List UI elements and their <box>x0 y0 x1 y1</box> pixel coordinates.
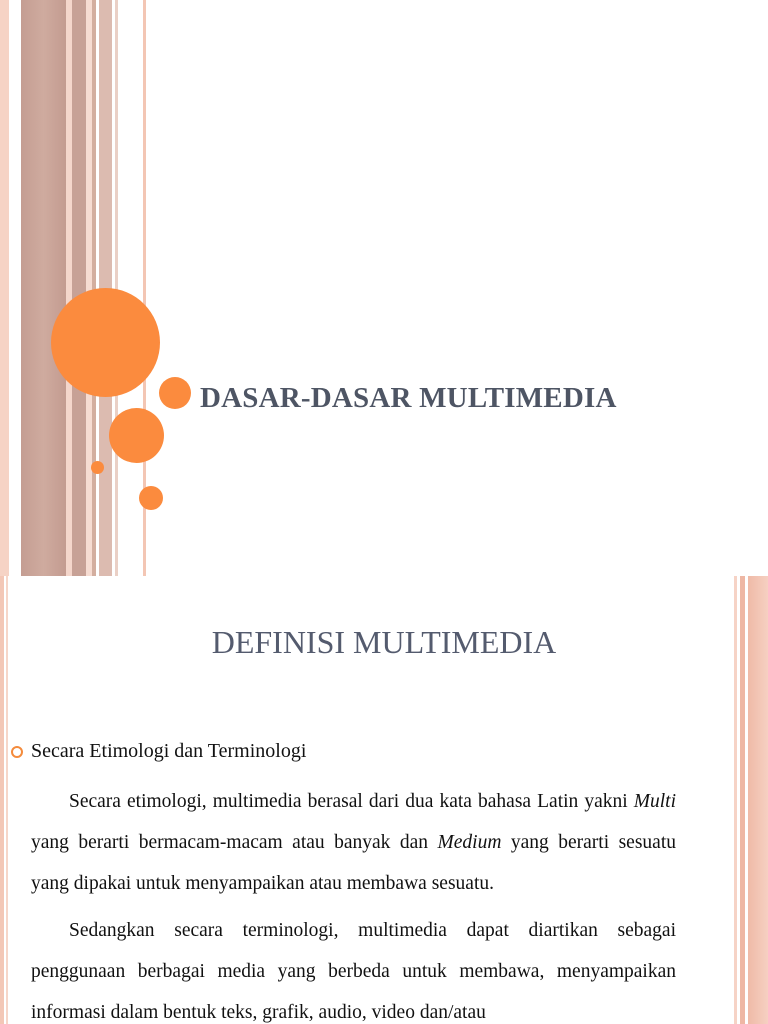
term-multi: Multi <box>633 791 677 812</box>
para1-part3: yang berarti sesuatu yang dipakai untuk menyampaikan atau membawa sesuatu. <box>31 832 676 894</box>
para1-part2: yang berarti bermacam-macam atau banyak dan <box>31 832 438 853</box>
para1-part1: Secara etimologi, multimedia berasal dari dua kata bahasa Latin yakni <box>69 791 628 812</box>
bullet-heading: Secara Etimologi dan Terminologi <box>31 740 307 762</box>
definition-slide <box>0 576 768 1024</box>
paragraph-terminologi <box>31 910 676 1024</box>
medium-circle-decoration <box>109 408 164 463</box>
para2-text: Sedangkan secara terminologi, multimedia dapat diartikan sebagai penggunaan berbagai media yang berbeda untuk membawa, menyampaikan informasi dalam bentuk teks, grafik, audio, video dan/atau <box>31 920 676 1023</box>
small-circle-decoration-2 <box>139 486 163 510</box>
large-circle-decoration <box>51 288 160 397</box>
slide-heading: DEFINISI MULTIMEDIA <box>211 624 557 660</box>
term-medium: Medium <box>437 832 502 853</box>
slide-title: DASAR-DASAR MULTIMEDIA <box>200 382 617 414</box>
paragraph-etimologi <box>31 781 676 904</box>
small-circle-decoration <box>159 377 191 409</box>
bullet-circle-icon <box>11 746 23 758</box>
tiny-circle-decoration <box>91 461 104 474</box>
